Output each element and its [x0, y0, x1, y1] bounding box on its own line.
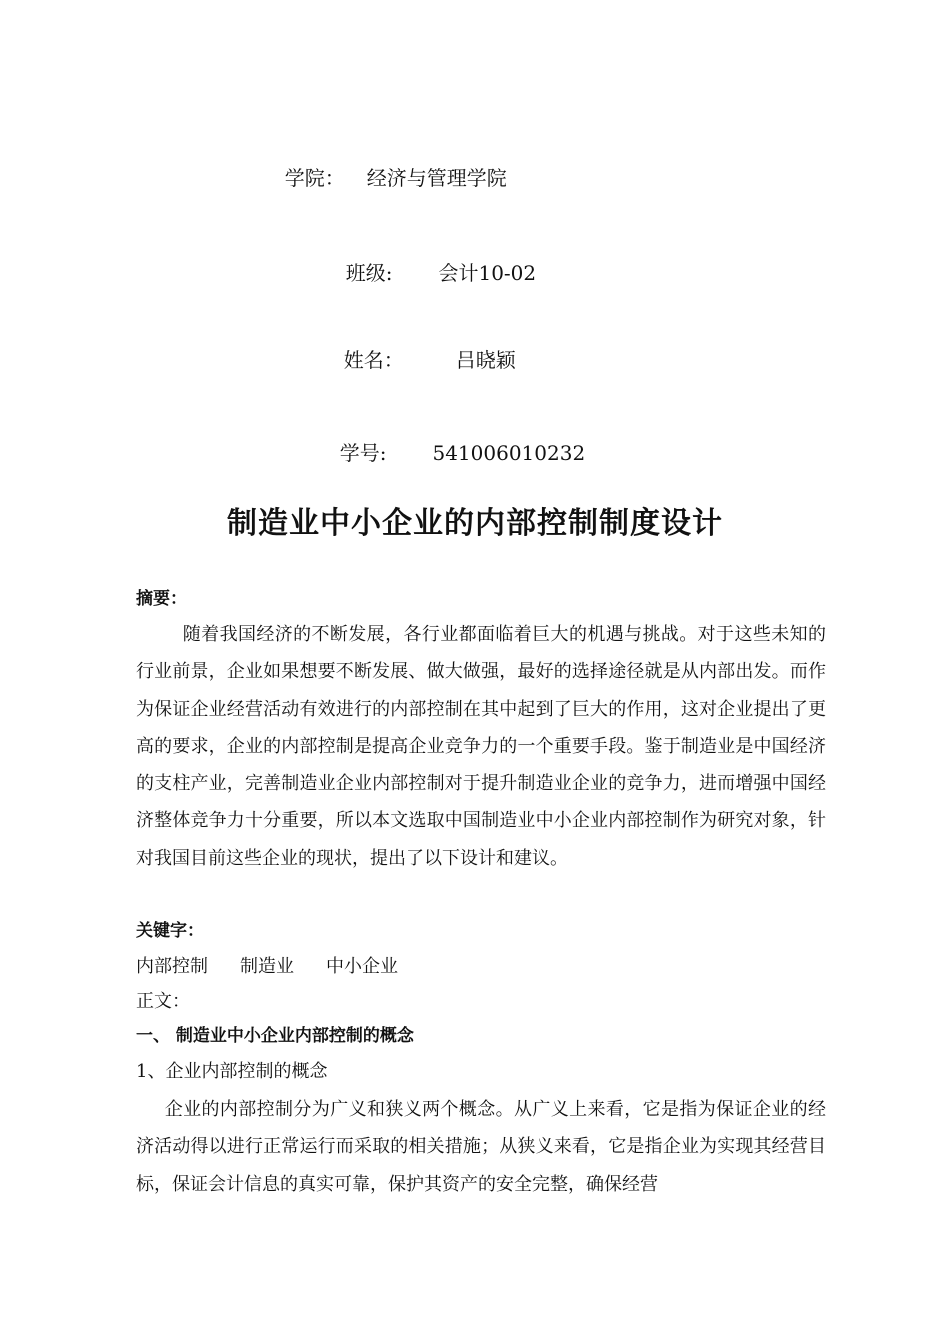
section-heading: 一、 制造业中小企业内部控制的概念 [136, 1026, 414, 1046]
college-label: 学院： [284, 166, 345, 190]
abstract-text: 随着我国经济的不断发展，各行业都面临着巨大的机遇与挑战。对于这些未知的行业前景，企业如果想要不断发展、做大做强，最好的选择途径就是从内部出发。而作为保证企业经营活动有效进行的内部控制在其中起到了巨大的作用，这对企业提出了更高的要求，企业的内部控制是提高企业竞争力的一个重要手段。鉴于制造业是中国经济的支柱产业，完善制造业企业内部控制对于提升制造业企业的竞争力，进而增强中国经济整体竞争力十分重要，所以本文选取中国制造业中小企业内部控制作为研究对象，针对我国目前这些企业的现状，提出了以下设计和建议。 [136, 624, 826, 869]
student-id-row [327, 413, 585, 466]
name-value: 吕晓颖 [455, 348, 516, 372]
subsection-heading: 1、企业内部控制的概念 [136, 1061, 328, 1082]
college-row [272, 138, 507, 191]
name-label: 姓名： [343, 348, 404, 372]
student-id-value: 541006010232 [432, 441, 586, 465]
name-row [331, 320, 516, 373]
class-value: 会计10-02 [438, 261, 537, 285]
abstract-section [136, 586, 826, 877]
keywords-section [136, 917, 826, 985]
keyword-item: 制造业 [240, 956, 294, 977]
abstract-label: 摘要： [136, 589, 187, 609]
college-value: 经济与管理学院 [366, 166, 507, 190]
document-title: 制造业中小企业的内部控制制度设计 [227, 506, 723, 541]
student-id-label: 学号: [339, 441, 387, 465]
main-label: 正文： [136, 991, 190, 1012]
keywords-list [136, 949, 826, 985]
class-row [333, 233, 536, 286]
class-label: 班级: [345, 261, 393, 285]
keyword-item: 中小企业 [326, 956, 398, 977]
main-body [136, 987, 826, 1203]
keywords-label: 关键字： [136, 921, 204, 941]
keyword-item: 内部控制 [136, 956, 208, 977]
subsection-text: 企业的内部控制分为广义和狭义两个概念。从广义上来看，它是指为保证企业的经济活动得以进行正常运行而采取的相关措施；从狭义来看，它是指企业为实现其经营目标，保证会计信息的真实可靠，保护其资产的安全完整，确保经营 [136, 1099, 826, 1195]
